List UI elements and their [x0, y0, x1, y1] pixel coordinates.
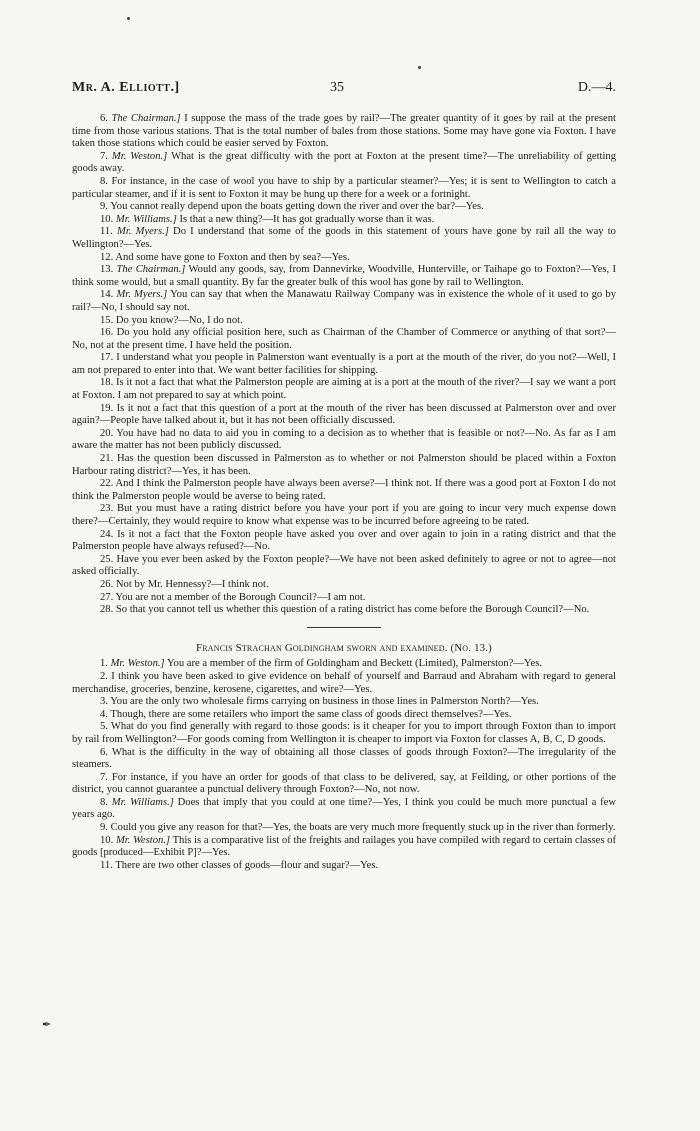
question-number: 16. [100, 327, 114, 339]
question-number: 7. [100, 771, 108, 783]
page-number: 35 [330, 80, 344, 95]
question-text: Has the question been discussed in Palmerston as to whether or not Palmerston should be placed within a Foxton Harbour rating district?—Yes, it has been. [72, 453, 616, 477]
question-text: What do you find generally with regard to those goods: is it cheaper for you to import through Foxton than to import by rail from Wellington?—For goods coming from Wellington it is cheaper to import via Foxton for classes A, B, C, D goods. [72, 721, 616, 745]
question-text: So that you cannot tell us whether this question of a rating district has come before the Borough Council?—No. [115, 604, 590, 616]
question-paragraph [72, 352, 616, 377]
question-text: But you must have a rating district before you have your port if you are going to incur very much expense down there?—Certainly, they would require to know what expense was to be incurred before agreeing to be rated. [72, 503, 616, 527]
speaker-label: The Chairman.] [116, 264, 186, 276]
question-text: Is it not a fact that the Foxton people have asked you over and over again to join in a rating district and that the Palmerston people have always refused?—No. [72, 528, 616, 553]
question-text: And I think the Palmerston people have always been averse?—I think not. If there was a good port at Foxton I do not think the Palmerston people would be averse to being rated. [72, 478, 616, 502]
question-paragraph [72, 327, 616, 352]
question-paragraph [72, 554, 616, 579]
question-number: 15. [100, 314, 114, 326]
question-paragraph [72, 478, 616, 503]
question-paragraph [72, 772, 616, 797]
question-text: And some have gone to Foxton and then by sea?—Yes. [115, 251, 350, 263]
question-text: For instance, in the case of wool you have to ship by a particular steamer?—Yes; it is sent to Wellington to catch a particular steamer, and if it is sent to Foxton it may be hung up there for a week or a fortnight. [72, 175, 616, 200]
question-number: 2. [100, 670, 108, 682]
question-text: For instance, if you have an order for goods of that class to be delivered, say, at Feilding, or other portions of the district, you cannot guarantee a punctual delivery through Foxton?—No, not now. [72, 771, 616, 796]
question-number: 8. [100, 796, 108, 808]
speaker-label: Mr. Weston.] [115, 834, 171, 846]
speaker-label: Mr. Weston.] [111, 150, 168, 162]
question-paragraph [72, 696, 616, 709]
question-paragraph [72, 579, 616, 592]
speck [127, 17, 130, 20]
question-paragraph [72, 604, 616, 617]
document-reference: D.—4. [577, 80, 616, 95]
section-divider [307, 627, 381, 628]
question-paragraph [72, 592, 616, 605]
question-paragraph [72, 403, 616, 428]
question-number: 18. [100, 377, 114, 389]
question-number: 11. [100, 859, 113, 871]
question-paragraph [72, 252, 616, 265]
question-text: Is it not a fact that this question of a port at the mouth of the river has been discussed at Palmerston over and over again?—People have talked about it, but it has not been officially discussed. [72, 402, 616, 427]
question-paragraph [72, 747, 616, 772]
question-text: You are not a member of the Borough Council?—I am not. [115, 591, 366, 603]
question-paragraph [72, 503, 616, 528]
question-number: 14. [100, 289, 114, 301]
question-paragraph [72, 671, 616, 696]
question-text: This is a comparative list of the freights and railages you have compiled with regard to certain classes of goods [produced—Exhibit P]?—Yes. [72, 834, 616, 859]
question-text: Is it not a fact that what the Palmerston people are aiming at is a port at the mouth of the river?—I say we want a port at Foxton. I am not prepared to say at which point. [72, 377, 616, 402]
speaker-label: Mr. Myers.] [117, 226, 169, 238]
question-text: You are a member of the firm of Goldingham and Beckett (Limited), Palmerston?—Yes. [166, 658, 542, 670]
question-number: 19. [100, 402, 114, 414]
question-paragraph [72, 709, 616, 722]
question-number: 3. [100, 696, 108, 708]
question-number: 17. [100, 352, 114, 364]
question-paragraph [72, 428, 616, 453]
question-number: 1. [100, 658, 108, 670]
question-paragraph [72, 289, 616, 314]
question-number: 22. [100, 478, 114, 490]
question-number: 9. [100, 201, 108, 213]
question-text: What is the difficulty in the way of obtaining all those classes of goods through Foxton?—The irregularity of the steamers. [72, 746, 616, 771]
margin-mark: ✒ [42, 1019, 52, 1031]
question-number: 8. [100, 175, 108, 187]
question-text: Do you know?—No, I do not. [115, 314, 243, 326]
question-number: 26. [100, 578, 114, 590]
question-text: Have you ever been asked by the Foxton people?—We have not been asked definitely to agree or not to agree—not asked officially. [72, 553, 617, 578]
question-number: 4. [100, 708, 108, 720]
question-text: There are two other classes of goods—flour and sugar?—Yes. [115, 859, 379, 871]
question-text: Though, there are some retailers who import the same class of goods direct themselves?—Yes. [110, 708, 512, 720]
question-paragraph [72, 226, 616, 251]
question-text: Could you give any reason for that?—Yes, the boats are very much more frequently stuck up in the river than formerly. [110, 822, 616, 834]
question-number: 5. [100, 721, 108, 733]
speaker-label: Mr. Weston.] [110, 658, 165, 670]
speaker-label: The Chairman.] [111, 113, 181, 124]
evidence-second-witness [72, 658, 616, 872]
question-text: I suppose the mass of the trade goes by rail?—The greater quantity of it goes by rail at the present time from those various stations. That is the total number of bales from those stations. Some may have gone via Foxton. I have taken those stations which could be easier served by Foxton. [72, 113, 616, 150]
question-paragraph [72, 176, 616, 201]
question-paragraph [72, 113, 616, 151]
question-paragraph [72, 453, 616, 478]
question-text: Do I understand that some of the goods in this statement of yours have gone by rail all the way to Wellington?—Yes. [72, 226, 616, 250]
question-text: Does that imply that you could at one time?—Yes, I think you could be much more punctual a few years ago. [72, 796, 616, 821]
evidence-first-witness [72, 113, 616, 617]
question-text: Do you hold any official position here, such as Chairman of the Chamber of Commerce or anything of that sort?—No, not at the present time. I have held the position. [72, 327, 616, 351]
question-number: 10. [100, 213, 114, 225]
question-paragraph [72, 835, 616, 860]
question-number: 6. [100, 746, 108, 758]
speaker-label: Mr. Williams.] [115, 213, 177, 225]
question-paragraph [72, 214, 616, 227]
question-text: You cannot really depend upon the boats getting down the river and over the bar?—Yes. [110, 201, 484, 213]
question-text: I understand what you people in Palmerston want eventually is a port at the mouth of the river, do you not?—Well, I am not prepared to enter into that. We want better facilities for shipping. [72, 352, 617, 376]
question-number: 23. [100, 503, 114, 515]
question-number: 20. [100, 427, 114, 439]
speaker-label: Mr. Williams.] [111, 796, 174, 808]
question-number: 6. [100, 113, 108, 124]
question-paragraph [72, 315, 616, 328]
question-number: 12. [100, 251, 114, 263]
question-number: 25. [100, 553, 114, 565]
question-paragraph [72, 860, 616, 873]
question-paragraph [72, 797, 616, 822]
question-paragraph [72, 658, 616, 671]
question-paragraph [72, 822, 616, 835]
question-paragraph [72, 721, 616, 746]
question-number: 24. [100, 528, 114, 540]
question-paragraph [72, 151, 616, 176]
header-witness: Mr. A. Elliott.] [72, 80, 180, 95]
question-paragraph [72, 529, 616, 554]
question-paragraph [72, 264, 616, 289]
question-text: You have had no data to aid you in coming to a decision as to whether that is feasible or not?—No. As far as I am aware the matter has not been publicly discussed. [72, 427, 616, 452]
section-title: Francis Strachan Goldingham sworn and examined. (No. 13.) [196, 641, 492, 654]
question-number: 9. [100, 822, 108, 834]
question-number: 10. [100, 834, 114, 846]
document-body [72, 113, 616, 872]
page-header [72, 80, 616, 100]
question-number: 21. [100, 453, 114, 465]
question-number: 28. [100, 604, 114, 616]
question-text: Not by Mr. Hennessy?—I think not. [115, 578, 269, 590]
question-number: 13. [100, 264, 114, 276]
question-paragraph [72, 377, 616, 402]
question-text: You can say that when the Manawatu Railway Company was in existence the whole of it used to go by rail?—No, I should say not. [72, 289, 617, 313]
question-number: 7. [100, 150, 108, 162]
question-number: 27. [100, 591, 114, 603]
speaker-label: Mr. Myers.] [116, 289, 168, 301]
question-text: What is the great difficulty with the port at Foxton at the present time?—The unreliability of getting goods away. [72, 150, 616, 175]
question-text: Is that a new thing?—It has got gradually worse than it was. [179, 213, 435, 225]
question-text: I think you have been asked to give evidence on behalf of yourself and Barraud and Abraham with regard to general merchandise, groceries, benzine, kerosene, cigarettes, and wire?—Yes. [72, 670, 616, 695]
question-number: 11. [100, 226, 113, 238]
speck [418, 66, 421, 69]
question-text: You are the only two wholesale firms carrying on business in those lines in Palmerston North?—Yes. [110, 696, 539, 708]
question-text: Would any goods, say, from Dannevirke, Woodville, Hunterville, or Taihape go to Foxton?—Yes, I think some would, but a small quantity. By far the greater bulk of this wool has gone by rail to Wellington. [72, 264, 616, 288]
question-paragraph [72, 201, 616, 214]
